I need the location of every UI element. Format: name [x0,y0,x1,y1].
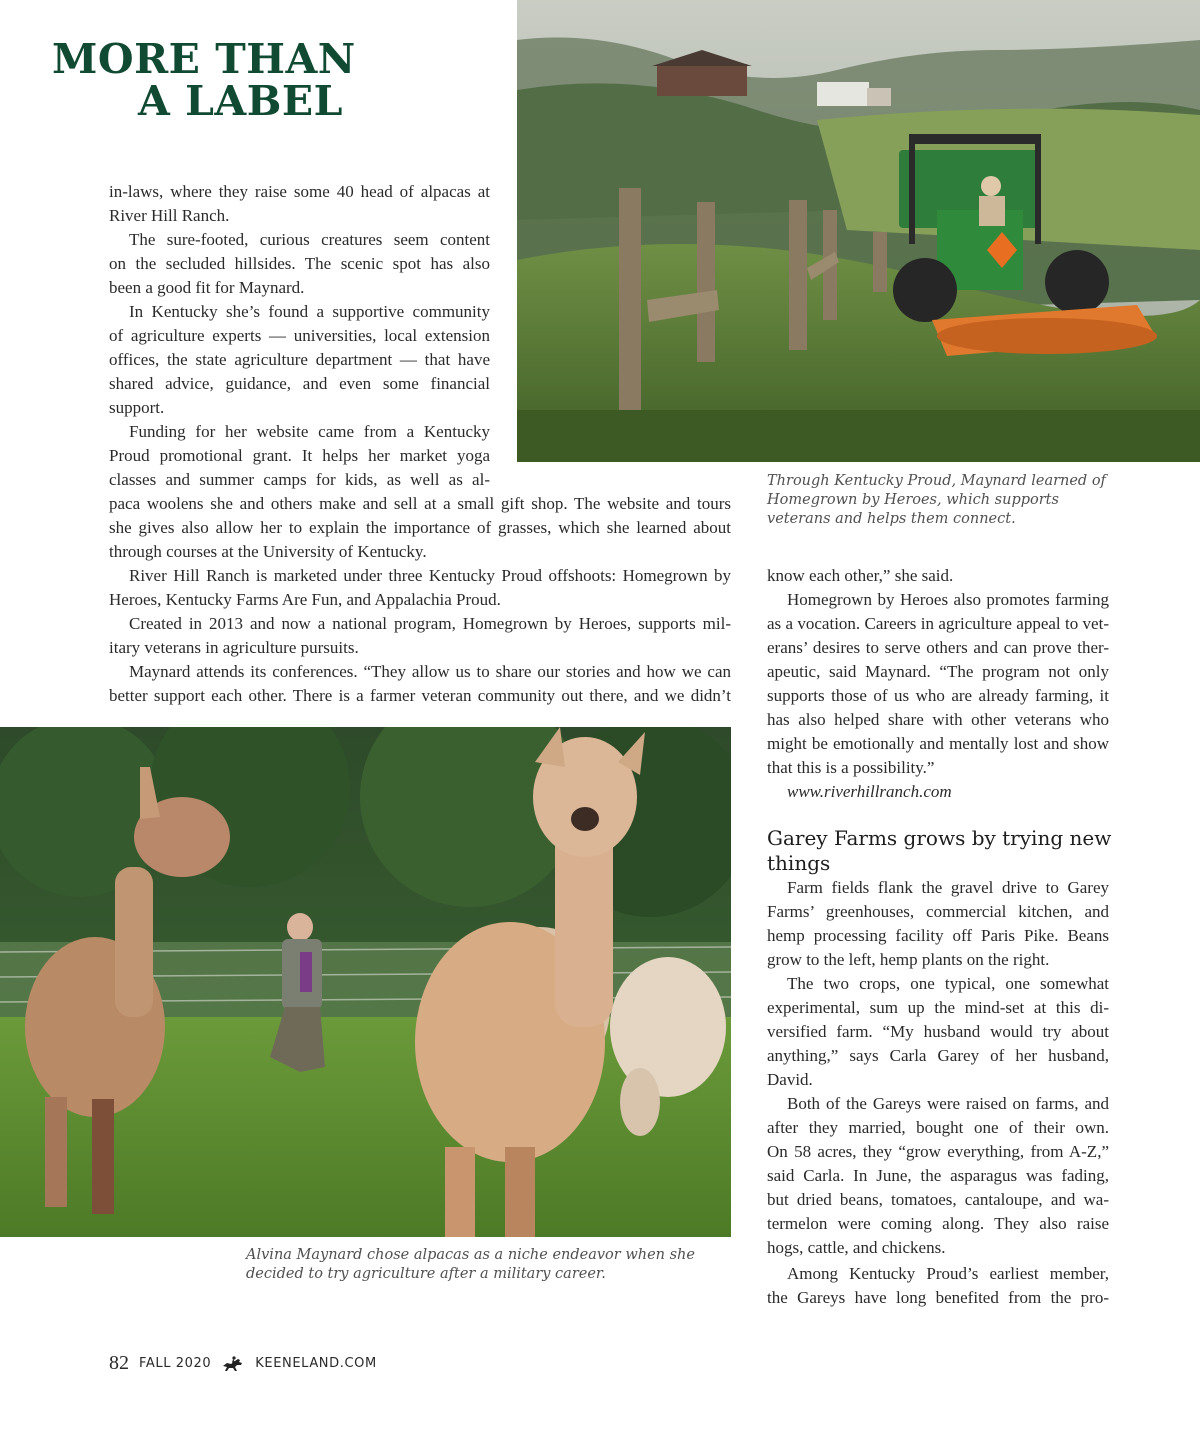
text-line: Heroes, Kentucky Farms Are Fun, and Appalachia Proud. [109,590,501,609]
section-subhead: Garey Farms grows by trying new things [767,826,1112,875]
text-line: termelon were coming along. They also raise [767,1214,1109,1233]
site-label: KEENELAND.COM [255,1356,377,1371]
text-line: said Carla. In June, the asparagus was fading, [767,1166,1109,1185]
paragraph-two-crops [767,972,1109,1092]
text-line: been a good fit for Maynard. [109,278,305,297]
tractor-photo [517,0,1200,462]
text-line: Homegrown by Heroes also promotes farming [787,590,1109,609]
text-line: The sure-footed, curious creatures seem content [129,230,490,249]
text-line: classes and summer camps for kids, as well as al- [109,470,490,489]
text-line: shared advice, guidance, and even some financial [109,374,490,393]
text-line: erans’ desires to serve others and can prove ther- [767,638,1109,657]
paragraph-gareys-raised [767,1092,1109,1260]
text-line: grow to the left, hemp plants on the right. [767,950,1050,969]
text-line: paca woolens she and others make and sell at a small gift shop. The website and tours [109,494,731,513]
paragraph-conferences [109,660,731,708]
text-line: as a vocation. Careers in agriculture appeal to vet- [767,614,1109,633]
text-line: hogs, cattle, and chickens. [767,1238,946,1257]
paragraph-creatures [109,228,490,300]
text-line: Among Kentucky Proud’s earliest member, [787,1264,1109,1283]
text-line: On 58 acres, they “grow everything, from A-Z,” [767,1142,1109,1161]
text-line: hemp processing facility off Paris Pike. Beans [767,926,1109,945]
text-line: that this is a possibility.” [767,758,935,777]
text-line: on the secluded hillsides. The scenic spot has also [109,254,490,273]
paragraph-funding [109,420,731,564]
text-line: Funding for her website came from a Kentucky [129,422,490,441]
text-line: In Kentucky she’s found a supportive community [129,302,490,321]
alpacas-photo [0,727,731,1237]
issue-label: FALL 2020 [139,1356,212,1371]
paragraph-know-each-other [767,564,1109,588]
text-line: might be emotionally and mentally lost and show [767,734,1109,753]
page-number: 82 [109,1352,129,1374]
text-line: The two crops, one typical, one somewhat [787,974,1109,993]
ranch-website-link[interactable]: www.riverhillranch.com [787,782,952,801]
text-line: Maynard attends its conferences. “They allow us to share our stories and how we can [129,662,731,681]
text-line: supports those of us who are already farming, it [767,686,1109,705]
text-line: experimental, sum up the mind-set at this di- [767,998,1109,1017]
text-line: in-laws, where they raise some 40 head of alpacas at [109,182,490,201]
paragraph-community [109,300,490,420]
text-line: Farm fields flank the gravel drive to Garey [787,878,1109,897]
text-line: itary veterans in agriculture pursuits. [109,638,359,657]
text-line: better support each other. There is a farmer veteran community out there, and we didn’t [109,686,731,705]
paragraph-created [109,612,731,660]
text-line: the Gareys have long benefited from the pro- [767,1288,1109,1307]
paragraph-in-laws [109,180,490,228]
tractor-photo-caption: Through Kentucky Proud, Maynard learned of Homegrown by Heroes, which supports veterans and helps them connect. [767,473,1106,527]
paragraph-earliest-member [767,1262,1109,1310]
text-line: River Hill Ranch. [109,206,230,225]
text-line: of agriculture experts — universities, local extension [109,326,490,345]
text-line: apeutic, said Maynard. “The program not only [767,662,1109,681]
text-line: Both of the Gareys were raised on farms, and [787,1094,1109,1113]
text-line: through courses at the University of Kentucky. [109,542,427,561]
text-line: Farms’ greenhouses, commercial kitchen, and [767,902,1109,921]
text-line: know each other,” she said. [767,566,954,585]
paragraph-farm-fields [767,876,1109,972]
text-line: versified farm. “My husband would try about [767,1022,1109,1041]
text-line: support. [109,398,165,417]
paragraph-marketed [109,564,731,612]
text-line: Proud promotional grant. It helps her market yoga [109,446,490,465]
horse-rider-icon [221,1355,245,1373]
text-line: Created in 2013 and now a national program, Homegrown by Heroes, supports mil- [129,614,731,633]
text-line: has also helped share with other veterans who [767,710,1109,729]
text-line: she gives also allow her to explain the importance of grasses, which she learned about [109,518,731,537]
text-line: but dried beans, tomatoes, cantaloupe, and wa- [767,1190,1109,1209]
alpacas-photo-caption: Alvina Maynard chose alpacas as a niche endeavor when she decided to try agriculture after a military career. [246,1247,695,1282]
text-line: anything,” says Carla Garey of her husband, [767,1046,1109,1065]
page-footer [109,1352,377,1375]
text-line: David. [767,1070,813,1089]
text-line: offices, the state agriculture department — that have [109,350,490,369]
text-line: River Hill Ranch is marketed under three Kentucky Proud offshoots: Homegrown by [129,566,731,585]
article-title [52,35,356,125]
paragraph-homegrown [767,588,1109,780]
title-line-1: MORE THAN [52,35,356,83]
text-line: after they married, bought one of their own. [767,1118,1109,1137]
title-line-2: A LABEL [138,77,343,125]
